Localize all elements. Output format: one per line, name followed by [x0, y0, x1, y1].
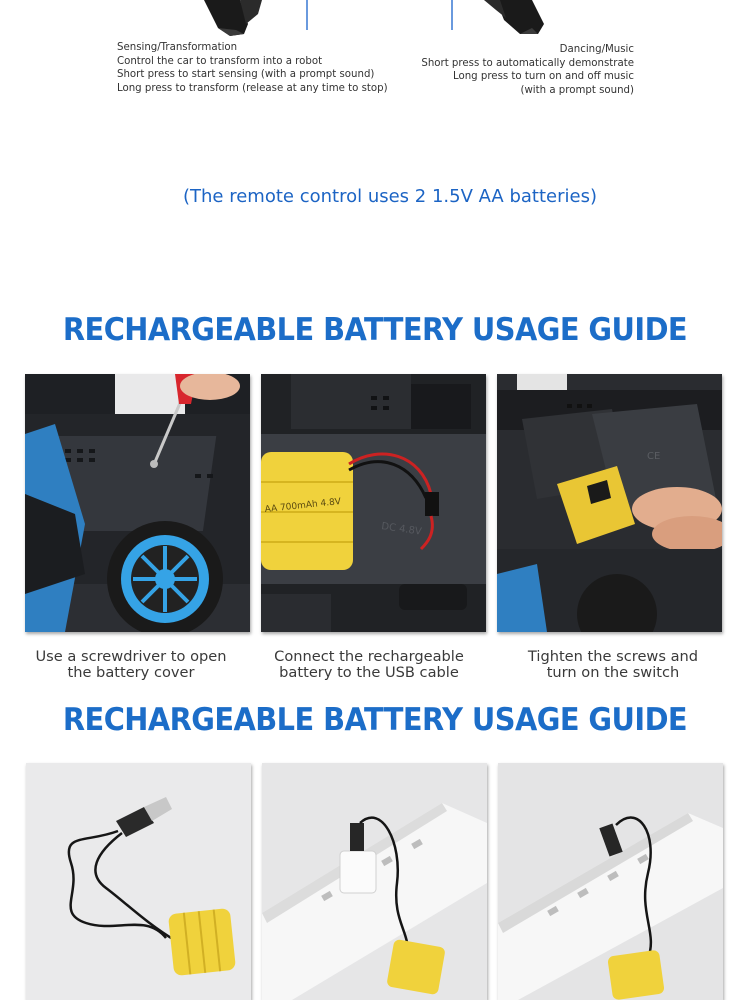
- battery-cover-label: CE: [647, 451, 661, 462]
- caption-line: the battery cover: [67, 664, 195, 681]
- section-title: RECHARGEABLE BATTERY USAGE GUIDE: [62, 312, 688, 348]
- step-caption-tighten-screws: [493, 649, 733, 681]
- battery-label: AA 700mAh 4.8V: [264, 497, 342, 515]
- photo-connect-battery: [261, 374, 486, 632]
- sensing-transformation-description: [117, 41, 388, 95]
- photo-usb-cable-battery: [26, 763, 251, 1000]
- description-line: Short press to start sensing (with a prompt sound): [117, 69, 375, 81]
- step-caption-connect-battery: [249, 649, 489, 681]
- sensing-transformation-title: Sensing/Transformation: [117, 42, 238, 53]
- description-line: Short press to automatically demonstrate: [421, 57, 634, 69]
- photo-charge-adapter: [262, 763, 487, 1000]
- photo-tighten-screws: [497, 374, 722, 632]
- photo-charge-usb-port: [498, 763, 723, 1000]
- remote-left-button-graphic: [200, 0, 320, 38]
- caption-line: Tighten the screws and: [527, 648, 699, 665]
- caption-line: Connect the rechargeable: [274, 648, 464, 665]
- dancing-music-title: Dancing/Music: [559, 44, 634, 55]
- description-line: Control the car to transform into a robot: [117, 55, 323, 67]
- step-caption-open-cover: [11, 649, 251, 681]
- compartment-label: DC 4.8V: [380, 521, 423, 538]
- description-line: (with a prompt sound): [520, 84, 634, 96]
- caption-line: turn on the switch: [546, 664, 680, 681]
- remote-battery-note: (The remote control uses 2 1.5V AA batteries): [183, 186, 597, 207]
- photo-open-battery-cover: [25, 374, 250, 632]
- dancing-music-description: [380, 43, 634, 97]
- caption-line: Use a screwdriver to open: [35, 648, 227, 665]
- description-line: Long press to turn on and off music: [452, 71, 634, 83]
- section-title: RECHARGEABLE BATTERY USAGE GUIDE: [62, 702, 688, 738]
- remote-right-button-graphic: [440, 0, 560, 38]
- caption-line: battery to the USB cable: [279, 664, 459, 681]
- description-line: Long press to transform (release at any time to stop): [117, 82, 388, 94]
